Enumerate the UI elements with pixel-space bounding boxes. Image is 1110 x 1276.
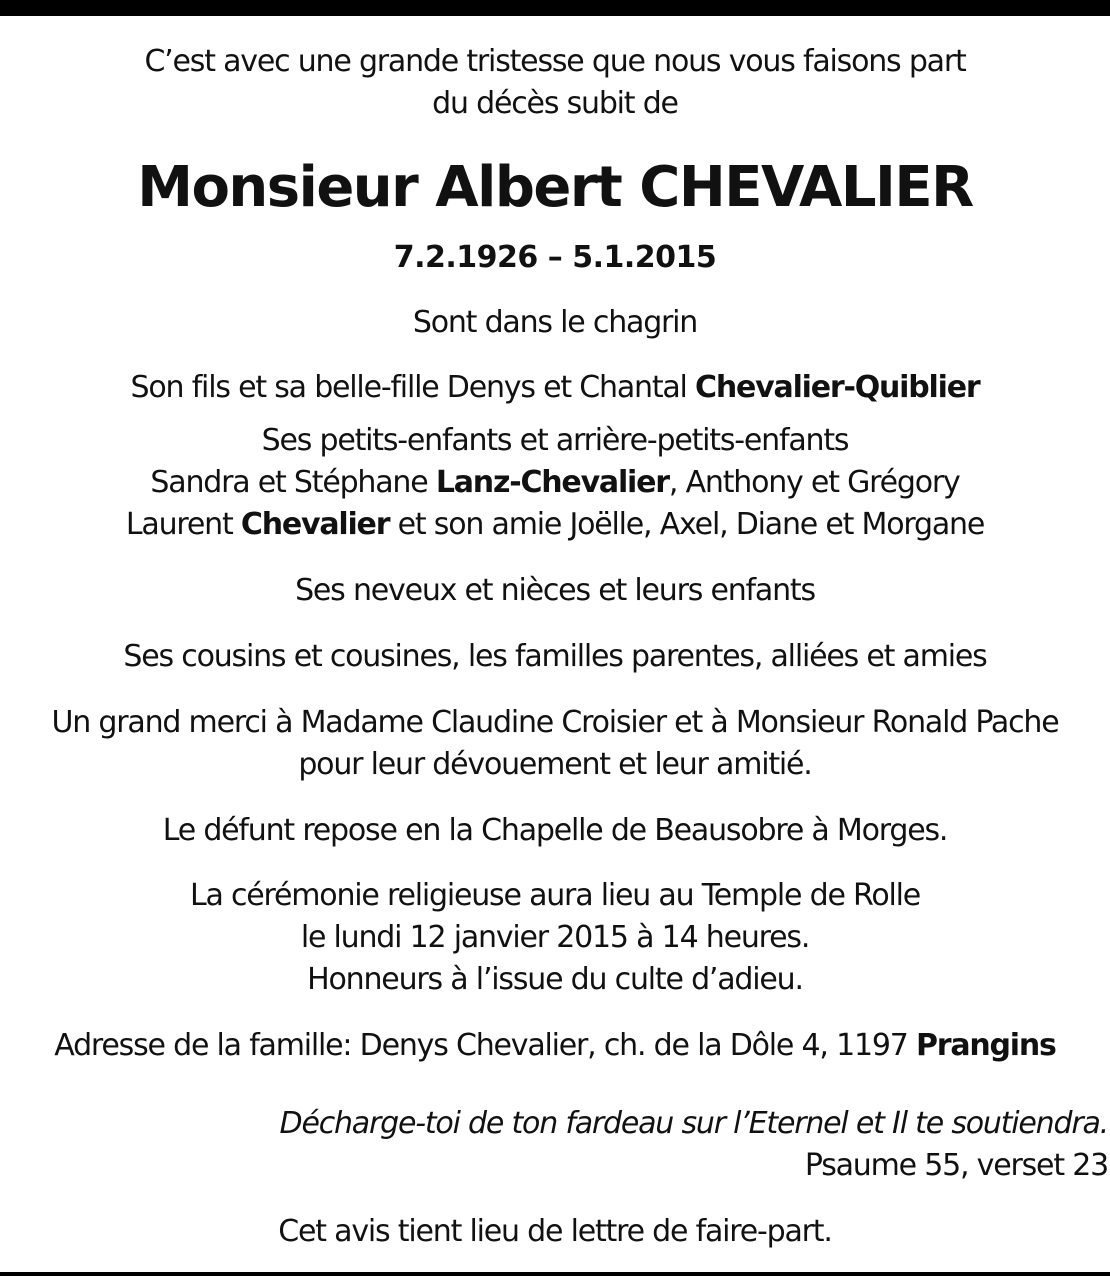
ceremony-line-2: le lundi 12 janvier 2015 à 14 heures.: [300, 920, 810, 955]
family-son-prefix: Son fils et sa belle-fille Denys et Chantal: [130, 370, 696, 405]
family-sandra-suffix: , Anthony et Grégory: [668, 465, 960, 500]
family-sandra-line: [0, 465, 1110, 500]
closing-note: Cet avis tient lieu de lettre de faire-part.: [278, 1214, 832, 1249]
address-prefix: Adresse de la famille: Denys Chevalier, ch. de la Dôle 4, 1197: [54, 1028, 916, 1063]
thanks-line-1: Un grand merci à Madame Claudine Croisier et à Monsieur Ronald Pache: [51, 705, 1059, 740]
family-son-surname: Chevalier-Quiblier: [695, 370, 980, 405]
family-sandra-surname: Lanz-Chevalier: [435, 465, 669, 500]
intro-line-2: du décès subit de: [432, 86, 678, 121]
deceased-name: Monsieur Albert CHEVALIER: [137, 155, 973, 220]
family-sandra-prefix: Sandra et Stéphane: [150, 465, 436, 500]
bottom-border-rule: [0, 1272, 1110, 1276]
grandchildren-heading: Ses petits-enfants et arrière-petits-enfants: [261, 423, 849, 458]
ceremony-line-1: La cérémonie religieuse aura lieu au Temple de Rolle: [189, 878, 921, 913]
top-border-rule: [0, 0, 1110, 16]
address-town: Prangins: [915, 1028, 1056, 1063]
family-son-line: [0, 370, 1110, 405]
repose-line: Le défunt repose en la Chapelle de Beausobre à Morges.: [162, 813, 948, 848]
ceremony-line-3: Honneurs à l’issue du culte d’adieu.: [307, 962, 803, 997]
family-address-line: [0, 1028, 1110, 1063]
family-laurent-suffix: et son amie Joëlle, Axel, Diane et Morgane: [389, 507, 985, 542]
cousins-line: Ses cousins et cousines, les familles parentes, alliées et amies: [123, 639, 987, 674]
bible-verse-reference: Psaume 55, verset 23: [804, 1148, 1108, 1183]
family-laurent-line: [0, 507, 1110, 542]
deceased-dates: 7.2.1926 – 5.1.2015: [393, 240, 717, 275]
bible-verse: Décharge-toi de ton fardeau sur l’Eternel et Il te soutiendra.: [279, 1106, 1108, 1141]
intro-line-1: C’est avec une grande tristesse que nous vous faisons part: [144, 44, 966, 79]
family-laurent-surname: Chevalier: [240, 507, 390, 542]
thanks-line-2: pour leur dévouement et leur amitié.: [298, 747, 812, 782]
nephews-line: Ses neveux et nièces et leurs enfants: [295, 573, 815, 608]
family-laurent-prefix: Laurent: [125, 507, 241, 542]
mourning-heading: Sont dans le chagrin: [412, 305, 698, 340]
